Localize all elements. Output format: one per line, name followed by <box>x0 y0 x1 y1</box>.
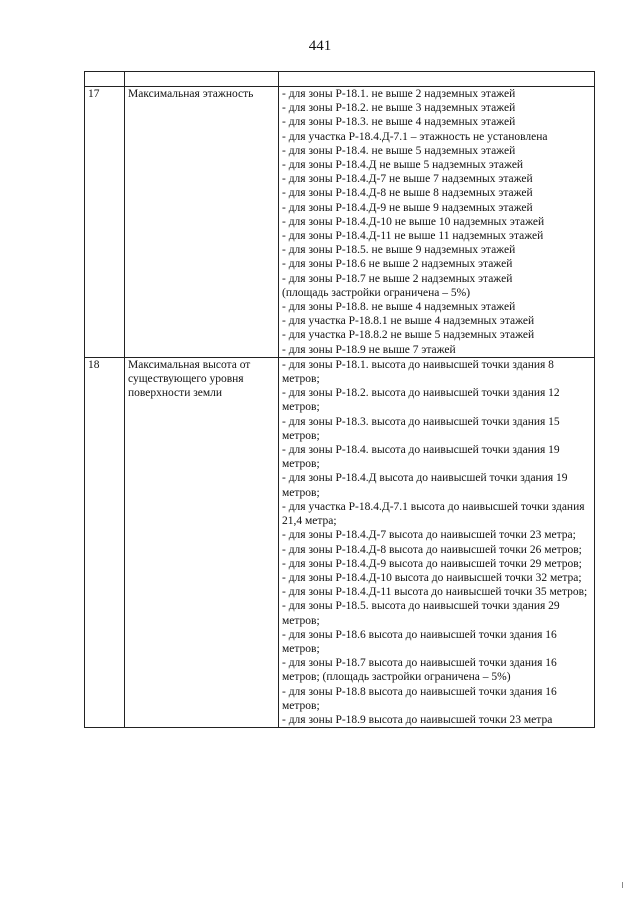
value-line: - для зоны Р-18.1. не выше 2 надземных этажей <box>282 88 516 100</box>
value-line: - для зоны Р-18.6 не выше 2 надземных этажей <box>282 258 513 271</box>
row-number: 17 <box>85 87 125 358</box>
value-line: - для участка Р-18.8.2 не выше 5 надземных этажей <box>282 329 535 342</box>
value-line: - для зоны Р-18.4.Д-11 не выше 11 надземных этажей <box>282 230 544 243</box>
table-row <box>85 87 595 358</box>
value-line: - для зоны Р-18.4.Д-9 высота до наивысшей точки 29 метров; <box>282 557 582 570</box>
value-line: - для зоны Р-18.4.Д-7 высота до наивысшей точки 23 метра; <box>282 529 576 542</box>
value-line: - для зоны Р-18.4.Д высота до наивысшей точки здания 19 метров; <box>282 472 568 499</box>
value-line: - для участка Р-18.8.1 не выше 4 надземных этажей <box>282 315 535 328</box>
value-line: - для зоны Р-18.8 высота до наивысшей точки здания 16 метров; <box>282 685 557 712</box>
value-line: - для участка Р-18.4.Д-7.1 – этажность не установлена <box>282 130 548 143</box>
value-line: - для зоны Р-18.7 не выше 2 надземных этажей <box>282 272 513 285</box>
value-line: - для зоны Р-18.4.Д-7 не выше 7 надземных этажей <box>282 173 533 186</box>
value-line: - для зоны Р-18.9 не выше 7 этажей <box>282 343 456 356</box>
header-cell-number <box>85 72 125 87</box>
value-line: - для зоны Р-18.4.Д-11 высота до наивысшей точки 35 метров; <box>282 586 588 599</box>
value-line: - для зоны Р-18.4.Д-9 не выше 9 надземных этажей <box>282 201 533 214</box>
row-values <box>279 87 595 358</box>
value-line: - для зоны Р-18.4. не выше 5 надземных этажей <box>282 144 516 157</box>
value-line: - для зоны Р-18.6 высота до наивысшей точки здания 16 метров; <box>282 628 557 655</box>
value-line: - для зоны Р-18.4. высота до наивысшей точки здания 19 метров; <box>282 444 560 471</box>
header-cell-value <box>279 72 595 87</box>
value-line: (площадь застройки ограничена – 5%) <box>282 286 471 299</box>
table-row <box>85 357 595 727</box>
value-line: - для зоны Р-18.3. высота до наивысшей точки здания 15 метров; <box>282 415 560 442</box>
value-line: - для зоны Р-18.5. не выше 9 надземных этажей <box>282 244 516 257</box>
row-number: 18 <box>85 357 125 727</box>
page-number: 441 <box>308 38 332 54</box>
scan-margin-mark <box>622 882 623 888</box>
row-characteristic: Максимальная высота от существующего уровня поверхности земли <box>125 357 279 727</box>
value-line: - для зоны Р-18.9 высота до наивысшей точки 23 метра <box>282 713 553 726</box>
value-line: - для зоны Р-18.3. не выше 4 надземных этажей <box>282 116 516 129</box>
value-line: - для зоны Р-18.2. высота до наивысшей точки здания 12 метров; <box>282 387 560 414</box>
table-header-row <box>85 72 595 87</box>
row-values <box>279 357 595 727</box>
row-characteristic: Максимальная этажность <box>125 87 279 358</box>
value-line: - для зоны Р-18.4.Д-8 не выше 8 надземных этажей <box>282 187 533 200</box>
value-line: - для зоны Р-18.7 высота до наивысшей точки здания 16 метров; (площадь застройки ограничена – 5%) <box>282 657 557 684</box>
header-cell-characteristic <box>125 72 279 87</box>
value-line: - для зоны Р-18.2. не выше 3 надземных этажей <box>282 102 516 115</box>
value-line: - для зоны Р-18.4.Д-10 высота до наивысшей точки 32 метра; <box>282 571 582 584</box>
value-line: - для зоны Р-18.4.Д не выше 5 надземных этажей <box>282 159 524 172</box>
value-line: - для зоны Р-18.5. высота до наивысшей точки здания 29 метров; <box>282 600 560 627</box>
value-line: - для зоны Р-18.4.Д-10 не выше 10 надземных этажей <box>282 215 545 228</box>
value-line: - для зоны Р-18.1. высота до наивысшей точки здания 8 метров; <box>282 358 554 386</box>
value-line: - для зоны Р-18.4.Д-8 высота до наивысшей точки 26 метров; <box>282 543 582 556</box>
value-line: - для зоны Р-18.8. не выше 4 надземных этажей <box>282 301 516 314</box>
regulations-table <box>84 71 595 728</box>
value-line: - для участка Р-18.4.Д-7.1 высота до наивысшей точки здания 21,4 метра; <box>282 500 585 528</box>
